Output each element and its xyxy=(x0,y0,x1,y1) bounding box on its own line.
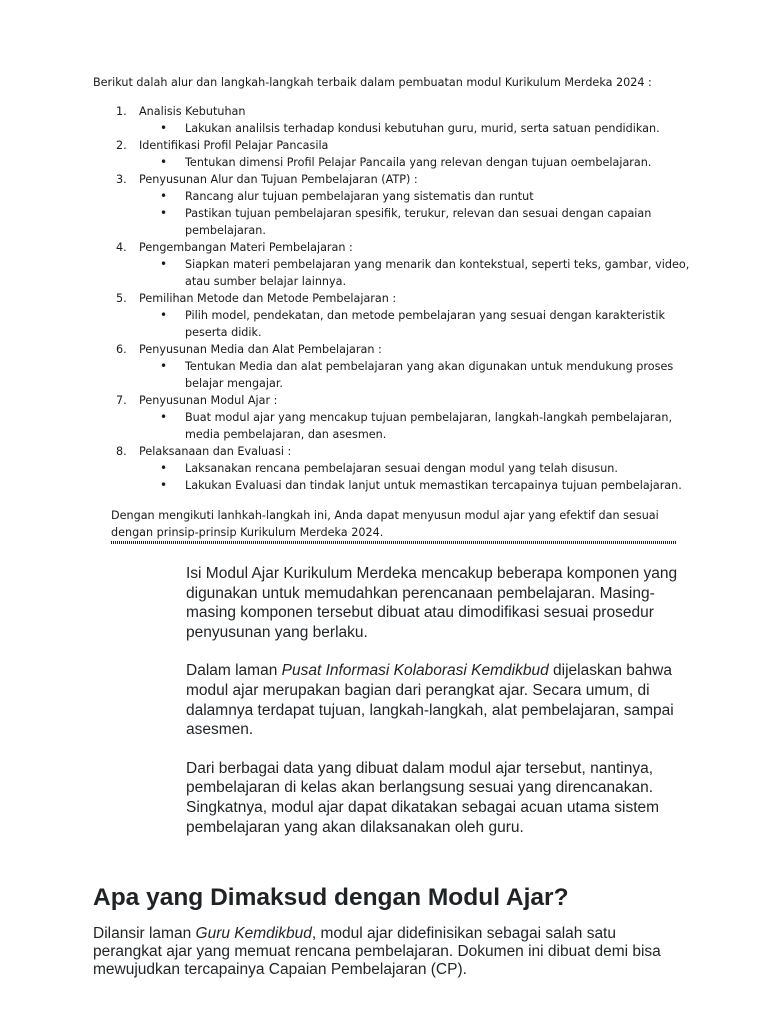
conclusion-text: Dengan mengikuti lanhkah-langkah ini, Anda dapat menyusun modul ajar yang efektif dan sesuai dengan prinsip-prinsip Kurikulum Merdeka 2024. xyxy=(111,509,659,539)
step-title: Pemilihan Metode dan Metode Pembelajaran : xyxy=(139,292,397,305)
step-title: Pengembangan Materi Pembelajaran : xyxy=(139,241,353,254)
article-paragraph xyxy=(186,661,686,739)
step-title: Penyusunan Modul Ajar : xyxy=(139,394,278,407)
step-number: 6. xyxy=(116,343,127,356)
bullet-list xyxy=(139,460,690,494)
step-item xyxy=(110,239,690,290)
bullet-item: • Lakukan analilsis terhadap kondusi kebutuhan guru, murid, serta satuan pendidikan. xyxy=(139,120,691,137)
step-number: 2. xyxy=(116,139,127,152)
step-title: Identifikasi Profil Pelajar Pancasila xyxy=(139,139,329,152)
definition-text: , modul ajar didefinisikan sebagai salah satu perangkat ajar yang memuat rencana pembelajaran. Dokumen ini dibuat demi bisa mewujudkan tercapainya Capaian Pembelajaran (CP). xyxy=(93,925,661,978)
bullet-item: • Siapkan materi pembelajaran yang menarik dan kontekstual, seperti teks, gambar, video, atau sumber belajar lainnya. xyxy=(139,256,691,290)
step-number: 3. xyxy=(116,173,127,186)
bullet-item: • Pastikan tujuan pembelajaran spesifik, terukur, relevan dan sesuai dengan capaian pembelajaran. xyxy=(139,205,691,239)
step-title: Penyusunan Media dan Alat Pembelajaran : xyxy=(139,343,382,356)
step-item xyxy=(110,137,690,171)
bullet-item: • Tentukan Media dan alat pembelajaran yang akan digunakan untuk mendukung proses belajar mengajar. xyxy=(139,358,691,392)
bullet-item: • Pilih model, pendekatan, dan metode pembelajaran yang sesuai dengan karakteristik peserta didik. xyxy=(139,307,691,341)
steps-list xyxy=(110,103,690,494)
bullet-list xyxy=(139,358,690,392)
bullet-item: • Tentukan dimensi Profil Pelajar Pancaila yang relevan dengan tujuan oembelajaran. xyxy=(139,154,691,171)
step-number: 5. xyxy=(116,292,127,305)
article-text: dijelaskan bahwa modul ajar merupakan bagian dari perangkat ajar. Secara umum, di dalamnya terdapat tujuan, langkah-langkah, alat pembelajaran, sampai asesmen. xyxy=(186,662,674,739)
definition-paragraph xyxy=(93,925,663,979)
step-item xyxy=(110,103,690,137)
article-body xyxy=(186,564,686,856)
source-name: Guru Kemdikbud xyxy=(195,925,312,942)
step-item xyxy=(110,290,690,341)
intro-text: Berikut dalah alur dan langkah-langkah terbaik dalam pembuatan modul Kurikulum Merdeka 2024 : xyxy=(93,76,652,89)
article-text: Dalam laman xyxy=(186,662,282,680)
step-number: 4. xyxy=(116,241,127,254)
step-item xyxy=(110,392,690,443)
bullet-list xyxy=(139,307,690,341)
bullet-list xyxy=(139,256,690,290)
bullet-list xyxy=(139,154,690,171)
article-paragraph: Isi Modul Ajar Kurikulum Merdeka mencakup beberapa komponen yang digunakan untuk memudahkan perencanaan pembelajaran. Masing-masing komponen tersebut dibuat atau dimodifikasi sesuai prosedur penyusunan yang berlaku. xyxy=(186,565,678,641)
article-paragraph: Dari berbagai data yang dibuat dalam modul ajar tersebut, nantinya, pembelajaran di kelas akan berlangsung sesuai yang direncanakan. Singkatnya, modul ajar dapat dikatakan sebagai acuan utama sistem pembelajaran yang akan dilaksanakan oleh guru. xyxy=(186,759,660,836)
bullet-list xyxy=(139,409,690,443)
bullet-list xyxy=(139,120,690,137)
step-number: 7. xyxy=(116,394,127,407)
step-item xyxy=(110,171,690,239)
source-name: Pusat Informasi Kolaborasi Kemdikbud xyxy=(281,662,549,680)
section-divider xyxy=(111,541,676,544)
definition-text: Dilansir laman xyxy=(93,925,196,942)
step-title: Analisis Kebutuhan xyxy=(139,105,246,118)
bullet-item: • Rancang alur tujuan pembelajaran yang sistematis dan runtut xyxy=(139,188,691,205)
step-title: Pelaksanaan dan Evaluasi : xyxy=(139,445,292,458)
step-number: 8. xyxy=(116,445,127,458)
section-heading: Apa yang Dimaksud dengan Modul Ajar? xyxy=(93,884,569,911)
step-number: 1. xyxy=(116,105,127,118)
bullet-list xyxy=(139,188,690,239)
bullet-item: • Lakukan Evaluasi dan tindak lanjut untuk memastikan tercapainya tujuan pembelajaran. xyxy=(139,477,691,494)
step-item xyxy=(110,443,690,494)
bullet-item: • Laksanakan rencana pembelajaran sesuai dengan modul yang telah disusun. xyxy=(139,460,691,477)
bullet-item: • Buat modul ajar yang mencakup tujuan pembelajaran, langkah-langkah pembelajaran, media pembelajaran, dan asesmen. xyxy=(139,409,691,443)
step-title: Penyusunan Alur dan Tujuan Pembelajaran (ATP) : xyxy=(139,173,418,186)
step-item xyxy=(110,341,690,392)
